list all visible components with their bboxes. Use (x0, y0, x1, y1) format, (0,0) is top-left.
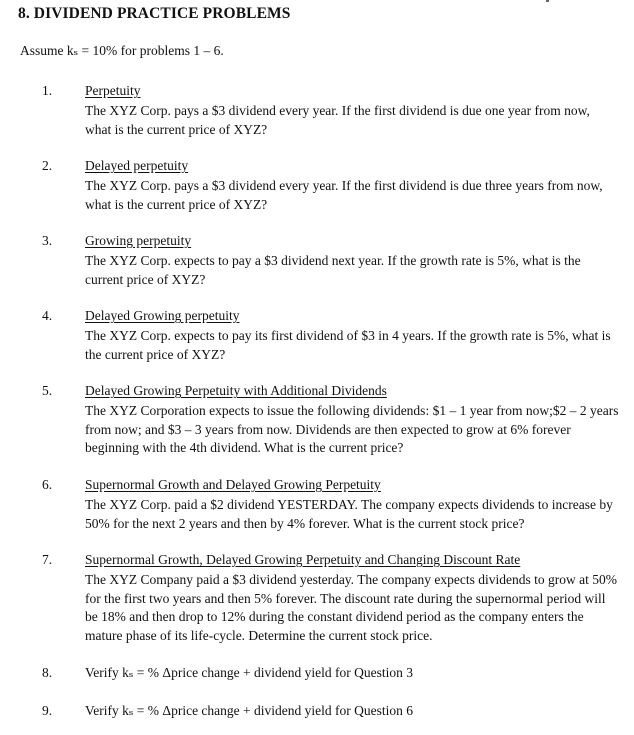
problem-number: 8. (42, 665, 53, 680)
problem-number: 6. (42, 477, 53, 492)
problem-title: Perpetuity (85, 83, 141, 98)
problem-body: The XYZ Corp. pays a $3 dividend every year. If the first dividend is due three years from now, what is the current price of XYZ? (85, 178, 603, 212)
problem-number: 7. (42, 552, 53, 567)
page-edge-mark (546, 0, 549, 2)
problem-number: 2. (42, 158, 53, 173)
problem-body: The XYZ Corp. paid a $2 dividend YESTERDAY. The company expects dividends to increase by 50% for the next 2 years and then by 4% forever. What is the current stock price? (85, 497, 613, 531)
problem-title: Delayed Growing perpetuity (85, 308, 240, 323)
problem-body: The XYZ Corp. pays a $3 dividend every year. If the first dividend is due one year from now, what is the current price of XYZ? (85, 103, 590, 137)
problem-body: The XYZ Corp. expects to pay a $3 dividend next year. If the growth rate is 5%, what is the current price of XYZ? (85, 253, 581, 287)
problem-number: 3. (42, 233, 53, 248)
assumption-text: Assume kₛ = 10% for problems 1 – 6. (20, 43, 224, 58)
problem-body: The XYZ Corp. expects to pay its first dividend of $3 in 4 years. If the growth rate is 5%, what is the current price of XYZ? (85, 328, 611, 362)
problem-title: Delayed perpetuity (85, 158, 189, 173)
problem-number: 9. (42, 703, 53, 718)
page-title: 8. DIVIDEND PRACTICE PROBLEMS (18, 5, 291, 22)
problem-title: Delayed Growing Perpetuity with Additional Dividends (85, 383, 387, 398)
problem-body: The XYZ Corporation expects to issue the following dividends: $1 – 1 year from now;$2 – 2 years from now; and $3 – 3 years from now. Dividends are then expected to grow at 6% forever beginning with the 4th dividend. What is the current price? (85, 403, 619, 456)
problem-number: 4. (42, 308, 53, 323)
problem-body: The XYZ Company paid a $3 dividend yesterday. The company expects dividends to grow at 50% for the first two years and then 5% forever. The discount rate during the supernormal period will be 18% and then drop to 12% during the constant dividend period as the company enters the mature phase of its life-cycle. Determine the current stock price. (85, 572, 617, 643)
problem-number: 1. (42, 83, 53, 98)
problem-text: Verify kₛ = % Δprice change + dividend yield for Question 3 (85, 665, 413, 680)
problem-text: Verify kₛ = % Δprice change + dividend yield for Question 6 (85, 703, 413, 718)
problem-title: Growing perpetuity (85, 233, 192, 248)
problem-number: 5. (42, 383, 53, 398)
problem-title: Supernormal Growth, Delayed Growing Perpetuity and Changing Discount Rate (85, 552, 521, 567)
problem-title: Supernormal Growth and Delayed Growing Perpetuity (85, 477, 381, 492)
